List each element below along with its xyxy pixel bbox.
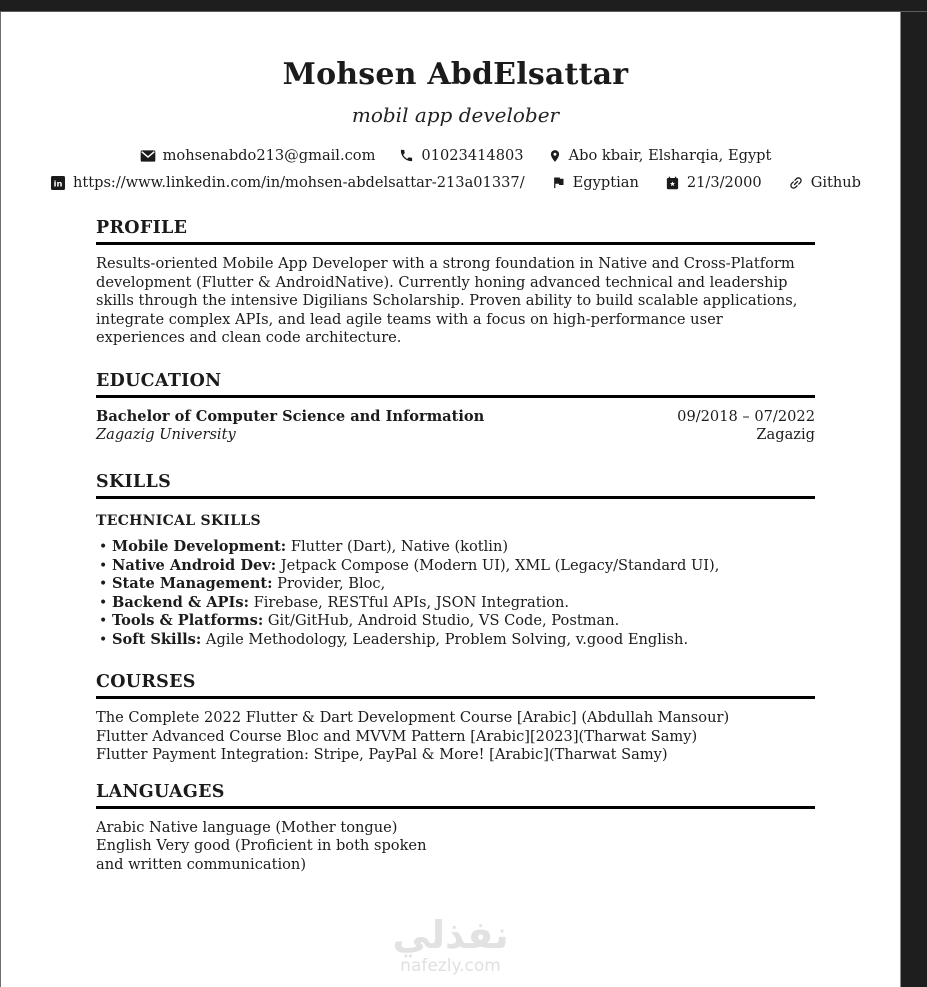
contact-birthdate-text: 21/3/2000 <box>686 174 762 191</box>
contact-email[interactable] <box>140 147 376 164</box>
education-degree: Bachelor of Computer Science and Information <box>96 407 485 425</box>
skill-value: Git/GitHub, Android Studio, VS Code, Postman. <box>263 612 620 629</box>
skill-item <box>96 538 815 557</box>
skill-item <box>96 557 815 576</box>
education-location: Zagazig <box>756 426 815 443</box>
contact-phone[interactable] <box>399 147 523 164</box>
skill-label: State Management: <box>112 575 273 592</box>
language-line: Arabic Native language (Mother tongue) <box>96 818 398 836</box>
education-left <box>96 408 484 445</box>
contact-linkedin[interactable] <box>50 174 525 191</box>
profile-text: Results-oriented Mobile App Developer with a strong foundation in Native and Cross-Platform development (Flutter & AndroidNative). Currently honing advanced technical and leadership skills through the intensive Digilians Scholarship. Proven ability to build scalable applications, integrate complex APIs, and lead agile teams with a focus on high-performance user experiences and clean code architecture. <box>96 255 798 346</box>
course-item: Flutter Payment Integration: Stripe, PayPal & More! [Arabic](Tharwat Samy) <box>96 746 668 763</box>
flag-icon <box>551 175 566 190</box>
languages-list <box>96 819 815 875</box>
section-heading-profile: PROFILE <box>96 217 815 245</box>
resume-page <box>0 12 901 987</box>
contact-linkedin-text: https://www.linkedin.com/in/mohsen-abdelsattar-213a01337/ <box>72 174 525 191</box>
skill-label: Mobile Development: <box>112 538 287 555</box>
skill-item <box>96 594 815 613</box>
skill-value: Provider, Bloc, <box>272 575 386 592</box>
viewer-top-bar <box>0 0 927 12</box>
viewer-right-edge <box>901 12 927 987</box>
course-item: The Complete 2022 Flutter & Dart Development Course [Arabic] (Abdullah Mansour) <box>96 709 730 726</box>
skill-label: Soft Skills: <box>112 630 202 648</box>
contact-birthdate <box>665 174 762 191</box>
education-school: Zagazig University <box>96 426 236 443</box>
skill-value: Agile Methodology, Leadership, Problem Solving, v.good English. <box>201 630 689 648</box>
skill-value: Jetpack Compose (Modern UI), XML (Legacy/Standard UI), <box>276 556 720 574</box>
skill-item <box>96 612 815 631</box>
skill-label: Tools & Platforms: <box>112 612 264 629</box>
watermark-arabic: نفذلي <box>392 913 509 957</box>
education-dates: 09/2018 – 07/2022 <box>677 407 815 425</box>
skill-item <box>96 575 815 594</box>
courses-list <box>96 709 815 765</box>
svg-text:in: in <box>53 177 63 188</box>
contact-email-text: mohsenabdo213@gmail.com <box>162 147 376 164</box>
phone-icon <box>399 148 414 163</box>
skill-label: Backend & APIs: <box>112 593 249 611</box>
skill-value: Flutter (Dart), Native (kotlin) <box>286 538 509 555</box>
candidate-name: Mohsen AbdElsattar <box>282 57 629 92</box>
section-heading-education: EDUCATION <box>96 370 815 398</box>
contact-row-2 <box>53 174 862 191</box>
watermark <box>1 915 900 976</box>
education-entry <box>96 408 815 445</box>
section-heading-courses: COURSES <box>96 671 815 699</box>
skill-item <box>96 631 815 650</box>
watermark-site: nafezly.com <box>400 956 501 976</box>
course-item: Flutter Advanced Course Bloc and MVVM Pattern [Arabic][2023](Tharwat Samy) <box>96 727 698 745</box>
contact-location-text: Abo kbair, Elsharqia, Egypt <box>568 147 772 164</box>
linkedin-icon <box>50 175 66 191</box>
skill-label: Native Android Dev: <box>112 556 277 574</box>
location-pin-icon <box>548 148 562 164</box>
contact-phone-text: 01023414803 <box>421 147 524 164</box>
candidate-job-title: mobil app develober <box>351 103 560 127</box>
section-heading-skills: SKILLS <box>96 471 815 499</box>
education-right <box>677 408 815 445</box>
skills-subheading: TECHNICAL SKILLS <box>96 512 261 529</box>
skill-value: Firebase, RESTful APIs, JSON Integration. <box>248 593 570 611</box>
language-line: English Very good (Proficient in both spoken <box>96 837 427 854</box>
language-line: and written communication) <box>96 855 307 873</box>
contact-github[interactable] <box>788 174 861 191</box>
contact-nationality <box>551 174 639 191</box>
link-icon <box>788 175 804 191</box>
calendar-icon <box>665 175 680 191</box>
contact-github-text: Github <box>810 174 862 191</box>
contact-location <box>548 147 772 164</box>
section-heading-languages: LANGUAGES <box>96 781 815 809</box>
contact-row-1 <box>96 147 815 164</box>
contact-nationality-text: Egyptian <box>572 174 639 191</box>
skills-list <box>96 538 815 649</box>
email-icon <box>140 149 156 163</box>
